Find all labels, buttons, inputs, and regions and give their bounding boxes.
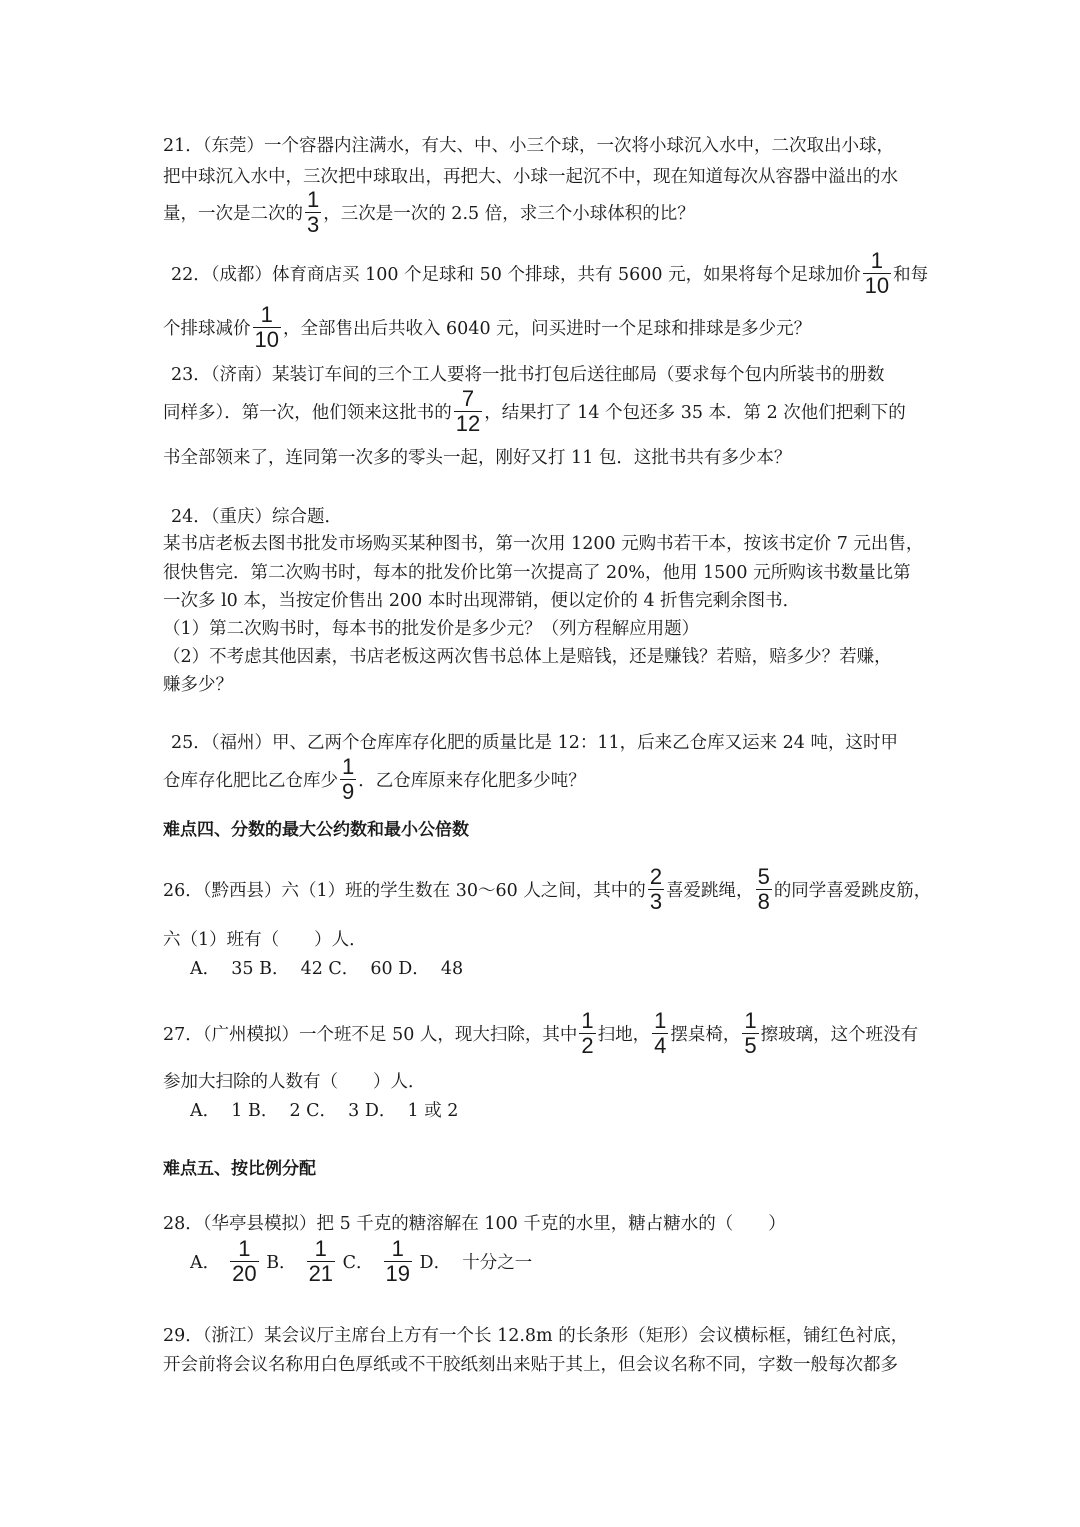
fraction-numerator: 1 xyxy=(391,1236,404,1261)
q23-text-3: 书全部领来了，连同第一次多的零头一起，刚好又打 11 包．这批书共有多少本？ xyxy=(163,448,792,468)
q24-text-1: 24．（重庆）综合题． xyxy=(171,507,343,527)
q29-text-1: 29．（浙江）某会议厅主席台上方有一个长 12.8m 的长条形（矩形）会议横标框，铺红色衬底， xyxy=(163,1326,909,1346)
q28-text-1: 28．（华亭县模拟）把 5 千克的糖溶解在 100 千克的水里，糖占糖水的（ ） xyxy=(163,1214,786,1234)
q24-text-3: 很快售完．第二次购书时，每本的批发价比第一次提高了 20%，他用 1500 元所购该书数量比第 xyxy=(163,563,911,583)
q27-line-1 xyxy=(163,1010,920,1057)
fraction-denominator: 10 xyxy=(864,273,890,298)
q25-text-2b: ．乙仓库原来存化肥多少吨？ xyxy=(358,771,586,791)
q29-line-1 xyxy=(163,1322,920,1347)
q24-line-4 xyxy=(163,587,920,612)
section-heading-4: 难点四、分数的最大公约数和最小公倍数 xyxy=(163,820,469,840)
q22-text-1a: 22．（成都）体育商店买 100 个足球和 50 个排球，共有 5600 元，如果将每个足球加价 xyxy=(171,265,861,285)
fraction-numerator: 1 xyxy=(744,1008,757,1033)
q26-line-1 xyxy=(163,864,932,914)
fraction-numerator: 1 xyxy=(581,1008,594,1033)
q26-fraction-1 xyxy=(648,866,664,913)
q22-text-2b: ，全部售出后共收入 6040 元，问买进时一个足球和排球是多少元？ xyxy=(282,319,812,339)
q21-text-3b: ，三次是一次的 2.5 倍，求三个小球体积的比？ xyxy=(323,204,695,224)
q27-text-1c: 摆桌椅， xyxy=(670,1025,741,1045)
fraction-denominator: 10 xyxy=(254,327,279,352)
q25-text-2a: 仓库存化肥比乙仓库少 xyxy=(163,771,338,791)
q29-line-2 xyxy=(163,1351,920,1376)
fraction-numerator: 1 xyxy=(307,187,320,212)
q21-text-2: 把中球沉入水中，三次把中球取出，再把大、小球一起沉不中，现在知道每次从容器中溢出的水 xyxy=(163,167,898,187)
q22-text-2a: 个排球减价 xyxy=(163,319,251,339)
q28-line-1 xyxy=(163,1210,920,1235)
q23-line-3 xyxy=(163,444,920,469)
q24-text-4: 一次多 l0 本，当按定价售出 200 本时出现滞销，便以定价的 4 折售完剩余图书． xyxy=(163,591,801,611)
fraction-numerator: 1 xyxy=(260,302,273,327)
q25-line-1 xyxy=(163,729,920,754)
fraction-denominator: 20 xyxy=(232,1261,257,1286)
q23-fraction xyxy=(454,388,482,435)
q28-option-d-label: D． 十分之一 xyxy=(413,1253,533,1273)
q26-text-1b: 喜爱跳绳， xyxy=(666,881,754,901)
q29-text-2: 开会前将会议名称用白色厚纸或不干胶纸刻出来贴于其上，但会议名称不同，字数一般每次都多 xyxy=(163,1355,898,1375)
fraction-denominator: 4 xyxy=(654,1033,667,1058)
q28-option-a-label: A． xyxy=(190,1253,221,1273)
q24-line-7 xyxy=(163,671,920,696)
fraction-numerator: 1 xyxy=(314,1236,327,1261)
fraction-denominator: 21 xyxy=(308,1261,334,1286)
q27-fraction-1 xyxy=(579,1010,595,1057)
q21-text-1: 21．（东莞）一个容器内注满水，有大、中、小三个球，一次将小球沉入水中，二次取出小球， xyxy=(163,136,895,156)
q25-text-1: 25．（福州）甲、乙两个仓库库存化肥的质量比是 12：11，后来乙仓库又运来 24 吨，这时甲 xyxy=(171,733,899,753)
q27-text-1d: 擦玻璃，这个班没有 xyxy=(760,1025,919,1045)
section-heading-5: 难点五、按比例分配 xyxy=(163,1159,316,1179)
q21-line-1 xyxy=(163,132,920,157)
q28-option-a-fraction xyxy=(230,1238,258,1285)
q24-text-5: （1）第二次购书时，每本书的批发价是多少元？（列方程解应用题） xyxy=(163,619,700,639)
q27-options: A． 1 B． 2 C． 3 D． 1 或 2 xyxy=(190,1101,459,1121)
q25-fraction xyxy=(340,756,356,803)
q24-line-5 xyxy=(163,615,920,640)
q26-line-2 xyxy=(163,926,920,951)
q21-text-3a: 量，一次是二次的 xyxy=(163,204,303,224)
q26-fraction-2 xyxy=(756,866,772,913)
q24-text-2: 某书店老板去图书批发市场购买某种图书，第一次用 1200 元购书若干本，按该书定价 7 元出售， xyxy=(163,534,924,554)
q21-line-3 xyxy=(163,189,920,236)
q27-fraction-2 xyxy=(652,1010,668,1057)
fraction-denominator: 3 xyxy=(307,212,320,237)
fraction-numerator: 1 xyxy=(654,1008,667,1033)
q22-fraction-2 xyxy=(253,304,281,351)
fraction-numerator: 5 xyxy=(757,864,770,889)
q26-text-1a: 26．（黔西县）六（1）班的学生数在 30～60 人之间，其中的 xyxy=(163,881,646,901)
q24-line-6 xyxy=(163,643,920,668)
fraction-denominator: 19 xyxy=(385,1261,410,1286)
q23-text-1: 23．（济南）某装订车间的三个工人要将一批书打包后送往邮局（要求每个包内所装书的册数 xyxy=(171,365,885,385)
fraction-numerator: 1 xyxy=(238,1236,251,1261)
q23-text-2b: ，结果打了 14 个包还多 35 本．第 2 次他们把剩下的 xyxy=(484,403,906,423)
q23-line-1 xyxy=(163,361,920,386)
q28-option-c-fraction xyxy=(384,1238,412,1285)
q26-options: A． 35 B． 42 C． 60 D． 48 xyxy=(190,959,464,979)
q24-text-6: （2）不考虑其他因素，书店老板这两次售书总体上是赔钱，还是赚钱？若赔，赔多少？若赚， xyxy=(163,647,892,667)
q24-line-1 xyxy=(163,503,920,528)
q27-text-2: 参加大扫除的人数有（ ）人． xyxy=(163,1072,426,1092)
fraction-denominator: 9 xyxy=(342,779,355,804)
q22-line-2 xyxy=(163,304,920,351)
q27-line-2 xyxy=(163,1068,920,1093)
q28-options xyxy=(190,1238,532,1285)
q28-option-c-label: C． xyxy=(337,1253,374,1273)
q21-fraction xyxy=(305,189,321,236)
q24-line-3 xyxy=(163,559,920,584)
fraction-denominator: 12 xyxy=(455,411,481,436)
q28-option-b-label: B． xyxy=(260,1253,297,1273)
q27-fraction-3 xyxy=(742,1010,758,1057)
fraction-denominator: 2 xyxy=(581,1033,594,1058)
fraction-denominator: 8 xyxy=(757,889,770,914)
fraction-denominator: 3 xyxy=(649,889,663,914)
q21-line-2 xyxy=(163,163,920,188)
q23-line-2 xyxy=(163,388,920,435)
fraction-numerator: 1 xyxy=(870,248,883,273)
q27-text-1a: 27．（广州模拟）一个班不足 50 人，现大扫除，其中 xyxy=(163,1025,578,1045)
fraction-denominator: 5 xyxy=(744,1033,757,1058)
q22-line-1 xyxy=(163,248,929,298)
q28-option-b-fraction xyxy=(307,1238,335,1285)
fraction-numerator: 2 xyxy=(649,864,663,889)
fraction-numerator: 7 xyxy=(461,386,475,411)
q26-text-2: 六（1）班有（ ）人． xyxy=(163,930,367,950)
q24-text-7: 赚多少？ xyxy=(163,675,233,695)
q25-line-2 xyxy=(163,756,920,803)
q24-line-2 xyxy=(163,530,924,555)
q22-fraction-1 xyxy=(863,250,891,297)
q23-text-2a: 同样多）．第一次，他们领来这批书的 xyxy=(163,403,452,423)
q26-text-1c: 的同学喜爱跳皮筋， xyxy=(773,881,932,901)
fraction-numerator: 1 xyxy=(342,754,355,779)
q27-text-1b: 扫地， xyxy=(597,1025,651,1045)
q22-text-1b: 和每 xyxy=(893,265,929,285)
